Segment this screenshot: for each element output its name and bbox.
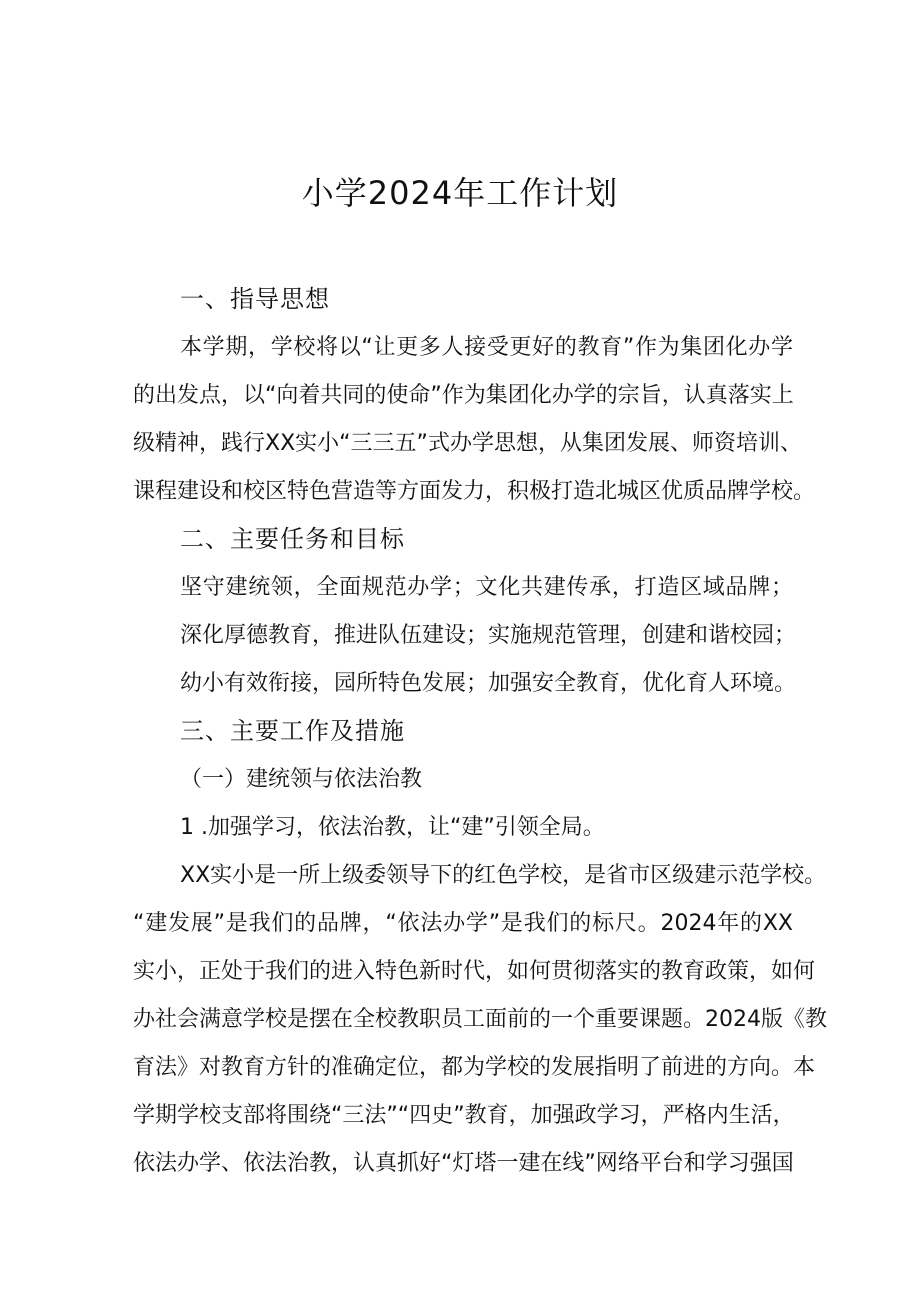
task-line: 坚守建统领，全面规范办学；文化共建传承，打造区域品牌； [180,575,793,600]
task-line: 幼小有效衔接，园所特色发展；加强安全教育，优化育人环境。 [180,671,797,696]
paragraph-line: 实小，正处于我们的进入特色新时代，如何贯彻落实的教育政策，如何 [133,959,816,984]
paragraph-line: 学期学校支部将围绕“三法”“四史”教育，加强政学习，严格内生活， [133,1103,795,1128]
paragraph-line: 办社会满意学校是摆在全校教职员工面前的一个重要课题。2024版《教 [133,1007,827,1032]
paragraph-line: 的出发点，以“向着共同的使命”作为集团化办学的宗旨，认真落实上 [133,383,794,408]
paragraph-line: 本学期，学校将以“让更多人接受更好的教育”作为集团化办学 [180,335,793,360]
subsection-heading: （一）建统领与依法治教 [180,767,423,792]
paragraph-line: 课程建设和校区特色营造等方面发力，积极打造北城区优质品牌学校。 [133,479,816,504]
document-title: 小学2024年工作计划 [301,174,619,212]
section-heading-main-measures: 三、主要工作及措施 [180,717,405,745]
paragraph-line: 依法办学、依法治教，认真抓好“灯塔一建在线”网络平台和学习强国 [133,1151,794,1176]
paragraph-line: “建发展”是我们的品牌，“依法办学”是我们的标尺。2024年的XX [133,911,793,936]
numbered-item: 1 .加强学习，依法治教，让“建”引领全局。 [180,815,605,840]
paragraph-line: 级精神，践行XX实小“三三五”式办学思想，从集团发展、师资培训、 [133,431,802,456]
paragraph-line: XX实小是一所上级委领导下的红色学校，是省市区级建示范学校。 [180,863,827,888]
section-heading-main-tasks: 二、主要任务和目标 [180,525,405,553]
paragraph-line: 育法》对教育方针的准确定位，都为学校的发展指明了前进的方向。本 [133,1055,816,1080]
section-heading-guiding-ideology: 一、指导思想 [180,285,330,313]
task-line: 深化厚德教育，推进队伍建设；实施规范管理，创建和谐校园； [180,623,797,648]
